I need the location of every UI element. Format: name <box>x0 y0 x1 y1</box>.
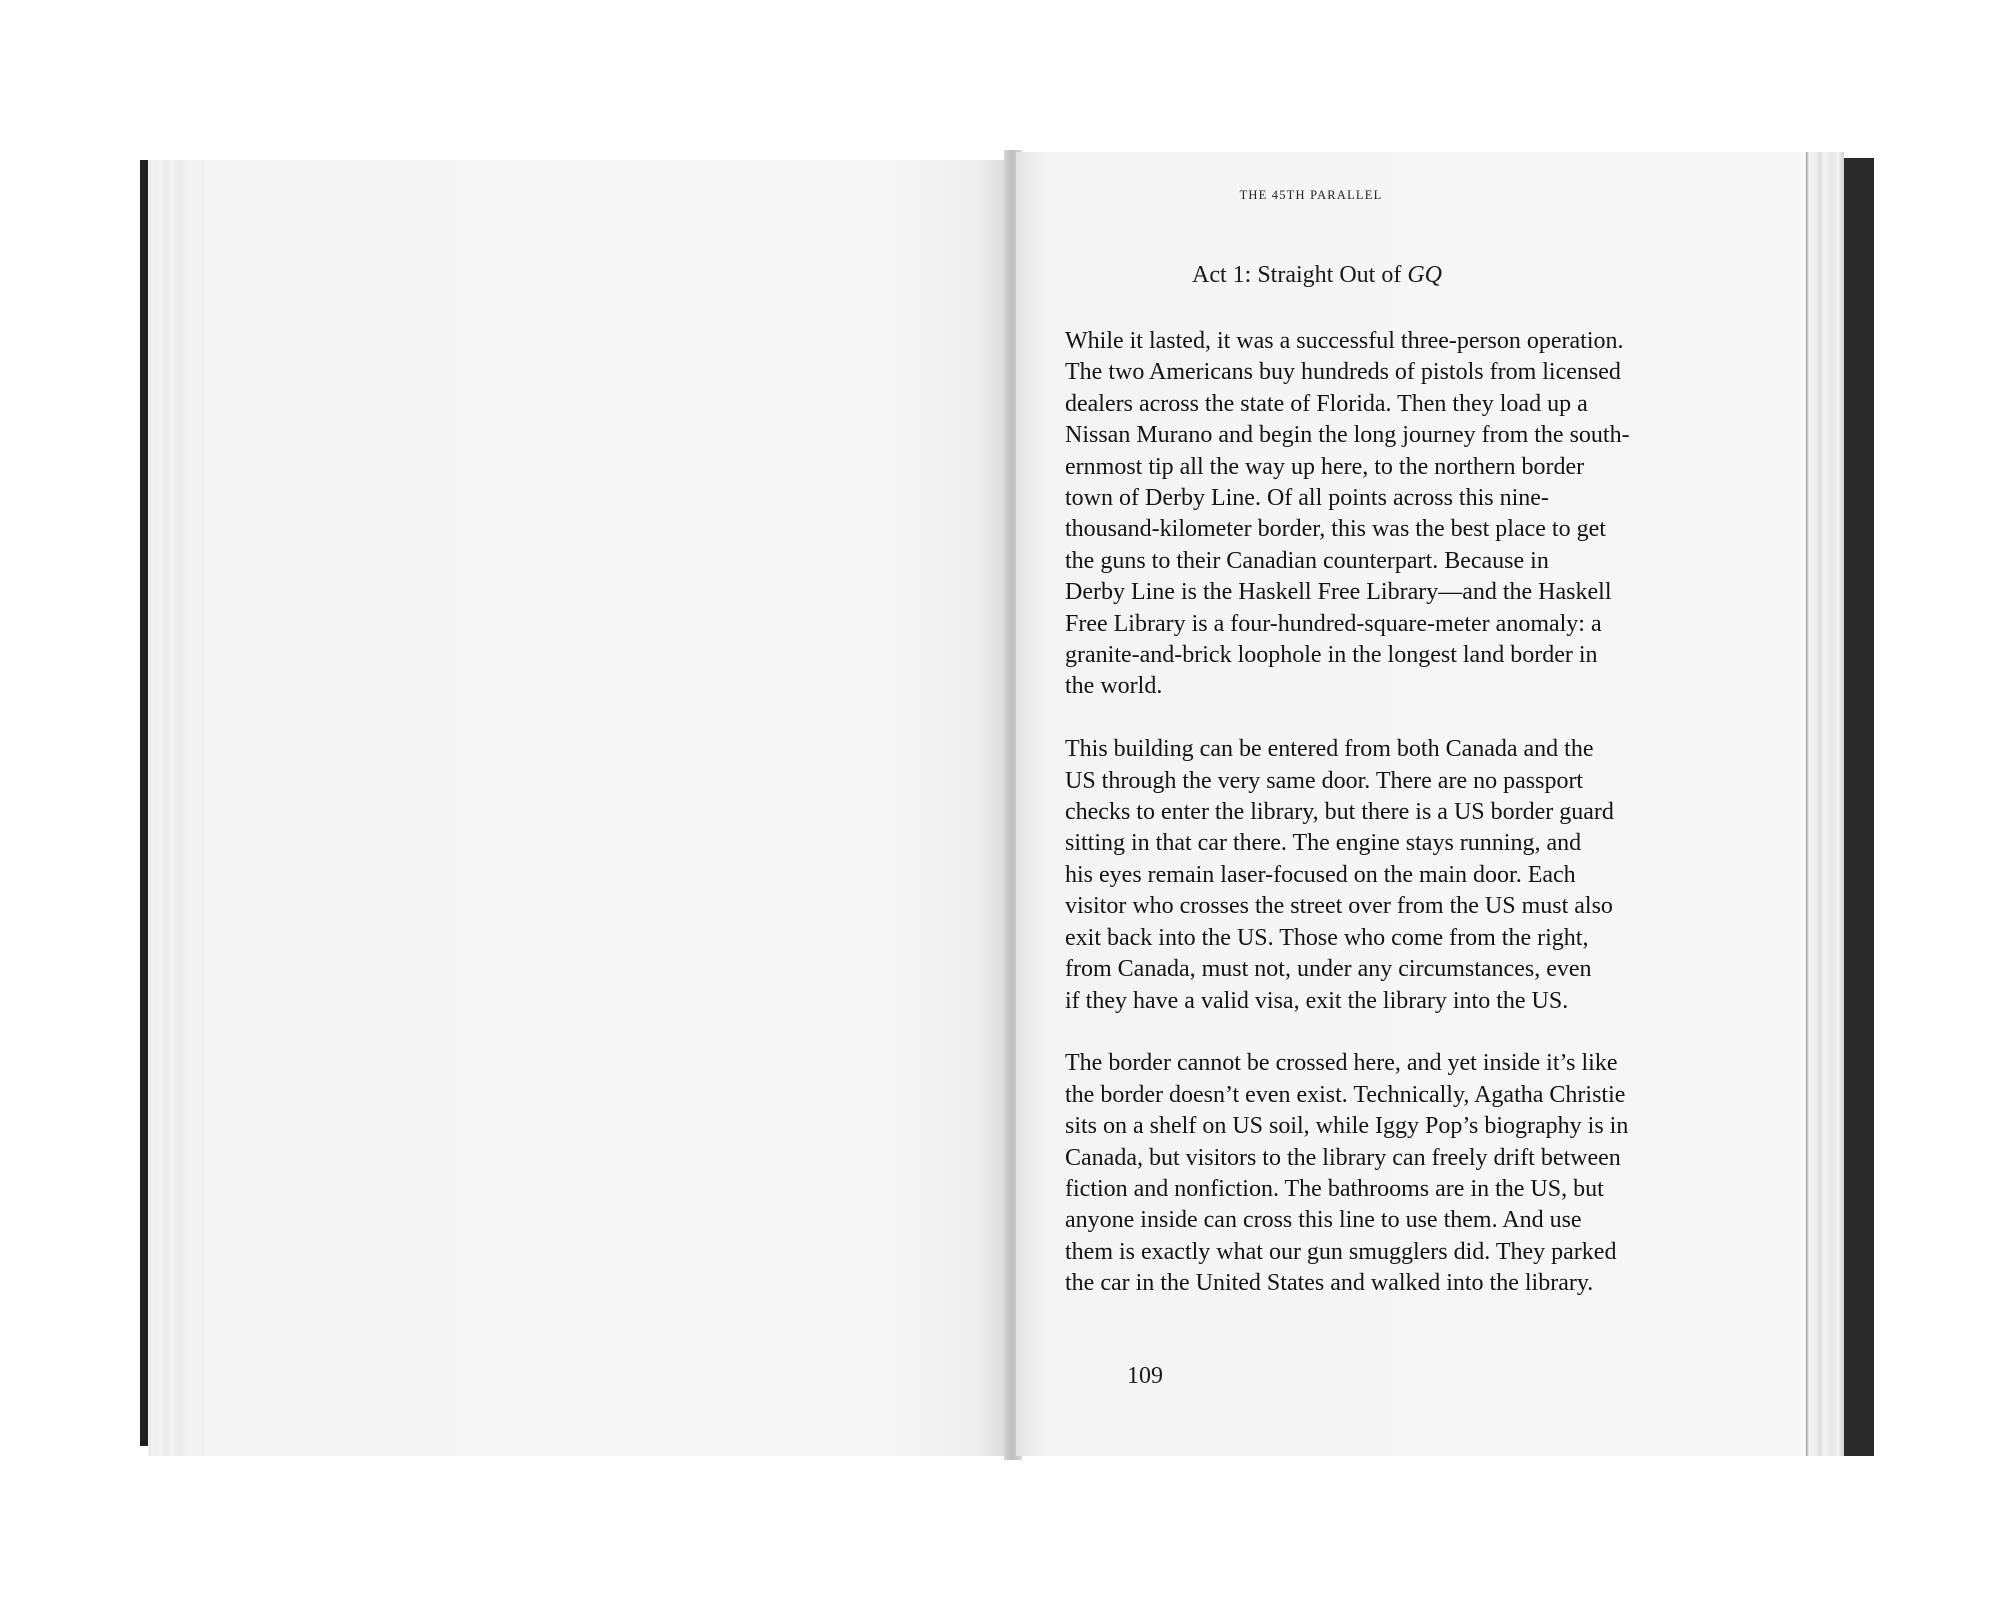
running-head: THE 45TH PARALLEL <box>1239 188 1383 202</box>
paragraph-2: This building can be entered from both Canada and the US through the very same door. There are no passport checks to enter the library, but there is a US border guard sitting in that car there. The engine stays running, and his eyes remain laser-focused on the main door. Each visitor who crosses the street over from the US must also exit back into the US. Those who come from the right, from Canada, must not, under any circumstances, even if they have a valid visa, exit the library into the US. <box>1065 736 1614 1014</box>
paragraph-3: The border cannot be crossed here, and yet inside it’s like the border doesn’t even exist. Technically, Agatha Christie sits on a shelf on US soil, while Iggy Pop’s biography is in Canada, but visitors to the library can freely drift between fiction and nonfiction. The bathrooms are in the US, but anyone inside can cross this line to use them. And use them is exactly what our gun smugglers did. They parked the car in the United States and walked into the library. <box>1065 1050 1629 1297</box>
chapter-title <box>1016 262 1618 289</box>
paragraph-1: While it lasted, it was a successful three-person operation. The two Americans buy hundreds of pistols from licensed dealers across the state of Florida. Then they load up a Nissan Murano and begin the long journey from the south- ernmost tip all the way up here, to the northern border town of Derby Line. Of all points across this nine- thousand-kilometer border, this was the best place to get the guns to their Canadian counterpart. Because in Derby Line is the Haskell Free Library—and the Haskell Free Library is a four-hundred-square-meter anomaly: a granite-and-brick loophole in the longest land border in the world. <box>1065 328 1630 700</box>
right-page-edges <box>1806 152 1844 1456</box>
left-cover-edge <box>140 160 148 1446</box>
left-page-blank <box>204 160 1010 1456</box>
page-number: 109 <box>1127 1363 1163 1389</box>
chapter-title-italic: GQ <box>1407 262 1442 288</box>
left-page-edges <box>148 160 204 1456</box>
right-cover-edge <box>1844 158 1874 1456</box>
chapter-title-prefix: Act 1: Straight Out of <box>1192 262 1408 288</box>
body-text <box>1065 326 1725 1331</box>
